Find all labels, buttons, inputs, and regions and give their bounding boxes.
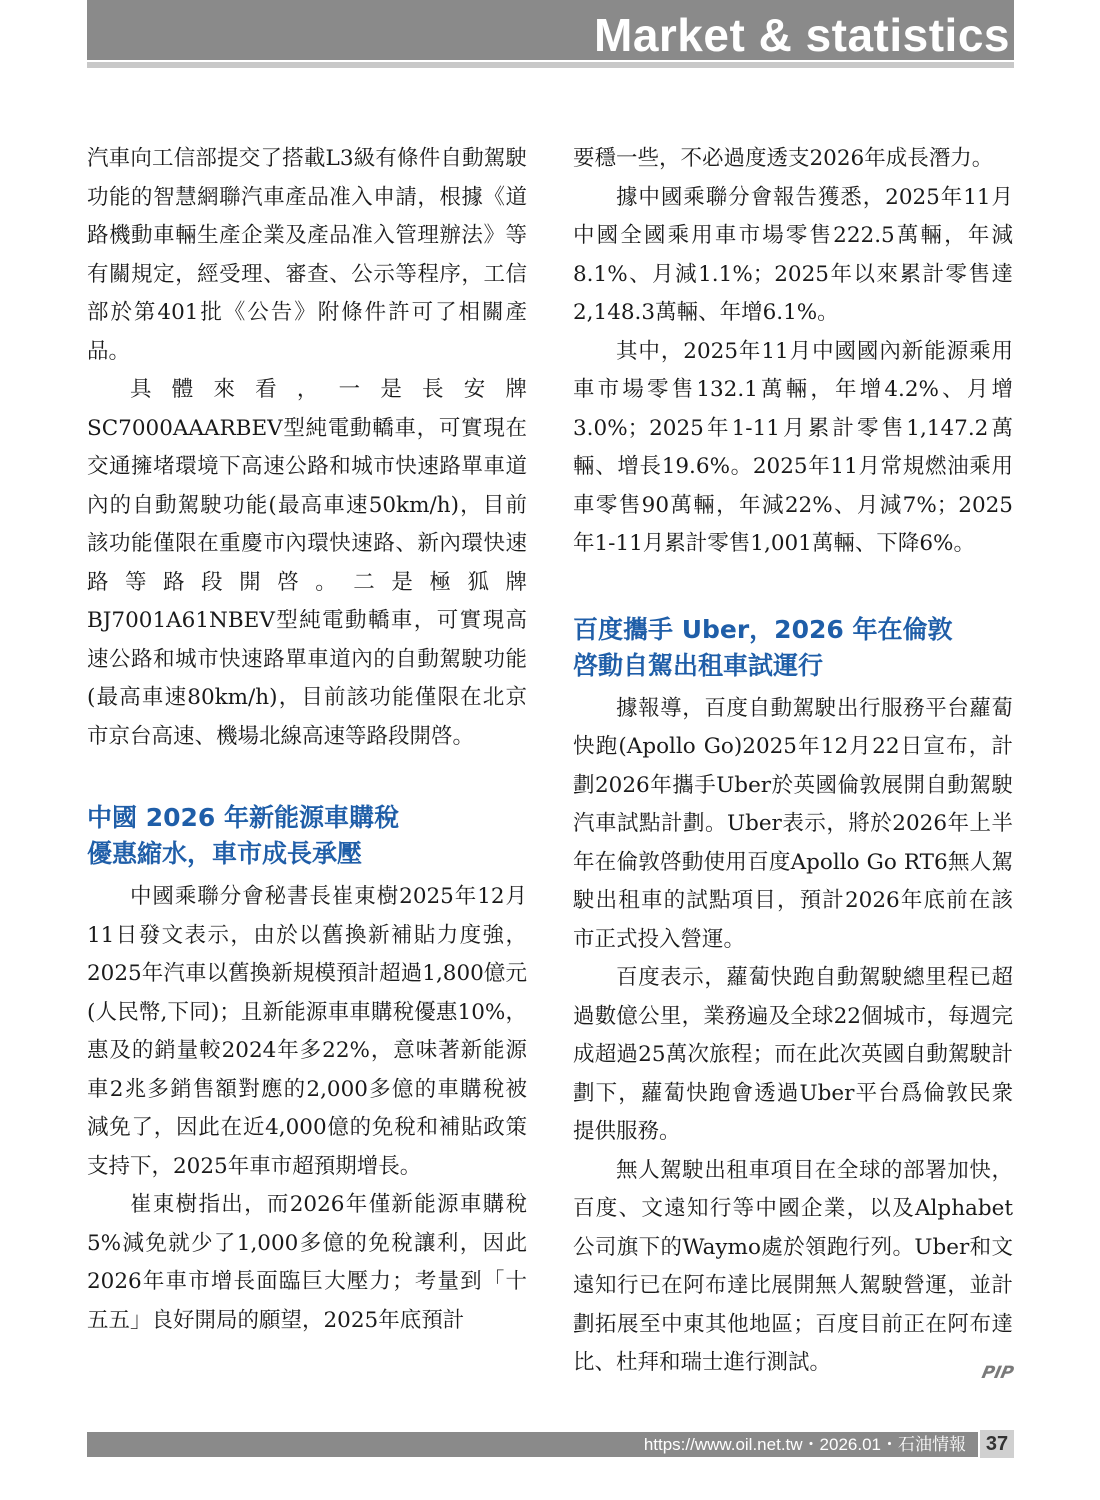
end-mark-logo: PIP (979, 1363, 1016, 1383)
left-paragraph-1: 汽車向工信部提交了搭載L3級有條件自動駕駛功能的智慧網聯汽車產品准入申請，根據《道路機動車輛生產企業及產品准入管理辦法》等有關規定，經受理、審查、公示等程序，工信部於第401批《公告》附條件許可了相關產品。 (87, 146, 527, 364)
article-heading-baidu-uber (573, 612, 1013, 684)
footer-url-issue: https://www.oil.net.tw・2026.01・石油情報 (643, 1435, 966, 1454)
right-paragraph-6-text: 無人駕駛出租車項目在全球的部署加快，百度、文遠知行等中國企業，以及Alphabet公司旗下的Waymo處於領跑行列。Uber和文遠知行已在阿布達比展開無人駕駛營運，並計劃拓展至中東其他地區；百度目前正在阿布達比、杜拜和瑞士進行測試。 (573, 1157, 1013, 1375)
left-paragraph-3: 中國乘聯分會秘書長崔東樹2025年12月11日發文表示，由於以舊換新補貼力度強，2025年汽車以舊換新規模預計超過1,800億元(人民幣,下同)；且新能源車車購稅優惠10%，惠及的銷量較2024年多22%，意味著新能源車2兆多銷售額對應的2,000多億的車購稅被減免了，因此在近4,000億的免稅和補貼政策支持下，2025年車市超預期增長。 (87, 884, 527, 1179)
left-column (87, 140, 527, 1340)
right-paragraph-6 (573, 1152, 1016, 1383)
article-heading-ev-tax (87, 800, 527, 872)
right-paragraph-3: 其中，2025年11月中國國內新能源乘用車市場零售132.1萬輛，年增4.2%、月增3.0%；2025年1-11月累計零售1,147.2萬輛、增長19.6%。2025年11月常規燃油乘用車零售90萬輛，年減22%、月減7%；2025年1-11月累計零售1,001萬輛、下降6%。 (573, 338, 1013, 556)
article-heading-line-1: 中國 2026 年新能源車購稅 (87, 803, 399, 832)
left-paragraph-4: 崔東樹指出，而2026年僅新能源車購稅5%減免就少了1,000多億的免稅讓利，因此2026年車市增長面臨巨大壓力；考量到「十五五」良好開局的願望，2025年底預計 (87, 1192, 527, 1333)
left-spacer (87, 756, 527, 800)
section-title: Market & statistics (594, 9, 1010, 61)
article-heading-line-2: 啓動自駕出租車試運行 (573, 650, 824, 680)
right-paragraph-2: 據中國乘聯分會報告獲悉，2025年11月中國全國乘用車市場零售222.5萬輛，年減8.1%、月減1.1%；2025年以來累計零售達2,148.3萬輛、年增6.1%。 (573, 184, 1013, 325)
right-paragraph-5: 百度表示，蘿蔔快跑自動駕駛總里程已超過數億公里，業務遍及全球22個城市，每週完成超過25萬次旅程；而在此次英國自動駕駛計劃下，蘿蔔快跑會透過Uber平台爲倫敦民衆提供服務。 (573, 965, 1013, 1144)
header-underline (87, 62, 1014, 68)
right-column (573, 140, 1016, 1393)
right-spacer (573, 564, 1013, 612)
article-heading-line-1: 百度攜手 Uber，2026 年在倫敦 (573, 614, 953, 644)
article-heading-line-2: 優惠縮水，車市成長承壓 (87, 839, 363, 868)
right-paragraph-1: 要穩一些，不必過度透支2026年成長潛力。 (573, 146, 994, 171)
left-paragraph-2: 具體來看，一是長安牌SC7000AAARBEV型純電動轎車，可實現在交通擁堵環境下高速公路和城市快速路單車道內的自動駕駛功能(最高車速50km/h)，目前該功能僅限在重慶市內環快速路、新內環快速路等路段開啓。二是極狐牌BJ7001A61NBEV型純電動轎車，可實現高速公路和城市快速路單車道內的自動駕駛功能(最高車速80km/h)，目前該功能僅限在北京市京台高速、機場北線高速等路段開啓。 (87, 377, 527, 749)
right-paragraph-4: 據報導，百度自動駕駛出行服務平台蘿蔔快跑(Apollo Go)2025年12月22日宣布，計劃2026年攜手Uber於英國倫敦展開自動駕駛汽車試點計劃。Uber表示，將於2026年上半年在倫敦啓動使用百度Apollo Go RT6無人駕駛出租車的試點項目，預計2026年底前在該市正式投入營運。 (573, 695, 1013, 952)
page-number: 37 (980, 1430, 1014, 1458)
